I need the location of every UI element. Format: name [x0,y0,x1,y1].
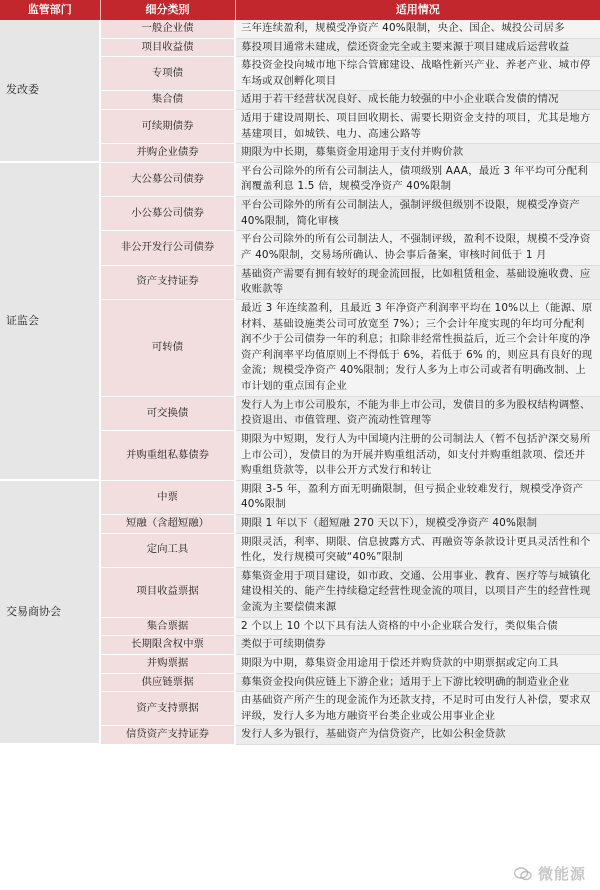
condition-cell: 期限 1 年以下（超短融 270 天以下），规模受净资产 40%限制 [235,515,600,534]
condition-cell: 期限为中短期，发行人为中国境内注册的公司制法人（暂不包括沪深交易所上市公司），发债目的为开展并购重组活动，如支付并购重组款项、偿还并购重组贷款等，以非公开方式发行和转让 [235,430,600,480]
table-row [0,480,600,514]
category-cell: 非公开发行公司债券 [100,231,235,265]
condition-cell: 平台公司除外的所有公司制法人，不强制评级，盈利不设限，规模不受净资产 40%限制，交易场所确认、协会事后备案，审核时间低于 1 月 [235,231,600,265]
category-cell: 资产支持票据 [100,692,235,726]
condition-cell: 募集资金用于项目建设，如市政、交通、公用事业、教育、医疗等与城镇化建设相关的、能产生持续稳定经营性现金流的项目，以项目产生的经营性现金流为主要偿债来源 [235,567,600,617]
dept-cell: 发改委 [0,20,100,162]
condition-cell: 期限灵活，利率、期限、信息披露方式、再融资等条款设计更具灵活性和个性化，发行规模可突破“40%”限制 [235,533,600,567]
condition-cell: 基础资产需要有拥有较好的现金流回报，比如租赁租金、基础设施收费、应收账款等 [235,265,600,299]
table-row [0,20,600,38]
condition-cell: 募投项目通常未建成，偿还资金完全或主要来源于项目建成后运营收益 [235,38,600,57]
category-cell: 资产支持证券 [100,265,235,299]
category-cell: 并购重组私募债券 [100,430,235,480]
condition-cell: 平台公司除外的所有公司制法人，债项级别 AAA，最近 3 年平均可分配利润覆盖利息 1.5 倍，规模受净资产 40%限制 [235,162,600,196]
category-cell: 信贷资产支持证券 [100,726,235,745]
category-cell: 可转债 [100,299,235,396]
condition-cell: 由基础资产所产生的现金流作为还款支持，不足时可由发行人补偿，要求双评级，发行人多为地方融资平台类企业或公用事业企业 [235,692,600,726]
watermark-text: 微能源 [537,865,586,883]
category-cell: 长期限含权中票 [100,636,235,655]
condition-cell: 募集资金投向供应链上下游企业；适用于上下游比较明确的制造业企业 [235,673,600,692]
condition-cell: 期限为中长期，募集资金用途用于支付并购价款 [235,144,600,163]
category-cell: 可续期债券 [100,110,235,144]
condition-cell: 平台公司除外的所有公司制法人，强制评级但级别不设限，规模受净资产 40%限制，简化审核 [235,197,600,231]
condition-cell: 发行人为上市公司股东，不能为非上市公司，发债目的多为股权结构调整、投资退出、市值管理、资产流动性管理等 [235,396,600,430]
condition-cell: 募投资金投向城市地下综合管廊建设、战略性新兴产业、养老产业、城市停车场或双创孵化项目 [235,57,600,91]
category-cell: 集合票据 [100,617,235,636]
condition-cell: 期限 3-5 年，盈利方面无明确限制，但亏损企业较难发行，规模受净资产 40%限制 [235,480,600,514]
category-cell: 小公募公司债券 [100,197,235,231]
condition-cell: 三年连续盈利，规模受净资产 40%限制，央企、国企、城投公司居多 [235,20,600,38]
wechat-icon [514,867,532,881]
category-cell: 短融（含超短融） [100,515,235,534]
category-cell: 可交换债 [100,396,235,430]
condition-cell: 期限为中期，募集资金用途用于偿还并购贷款的中期票据或定向工具 [235,654,600,673]
header-dept: 监管部门 [0,0,100,20]
dept-cell: 证监会 [0,162,100,480]
header-condition: 适用情况 [235,0,600,20]
dept-cell: 交易商协会 [0,480,100,744]
category-cell: 并购企业债券 [100,144,235,163]
condition-cell: 最近 3 年连续盈利，且最近 3 年净资产利润率平均在 10%以上（能源、原材料、基础设施类公司可放宽至 7%）；三个会计年度实现的年均可分配利润不少于公司债券一年的利息；扣除非经常性损益后，近三个会计年度的净资产利润率平均值原则上不得低于 6%，若低于 6% 的，则应具有良好的现金流；规模受净资产 40%限制；发行人多为上市公司或者有明确改制、上市计划的重点国有企业 [235,299,600,396]
category-cell: 专项债 [100,57,235,91]
category-cell: 中票 [100,480,235,514]
category-cell: 项目收益票据 [100,567,235,617]
category-cell: 项目收益债 [100,38,235,57]
table-header-row [0,0,600,20]
category-cell: 定向工具 [100,533,235,567]
category-cell: 一般企业债 [100,20,235,38]
condition-cell: 2 个以上 10 个以下具有法人资格的中小企业联合发行，类似集合债 [235,617,600,636]
category-cell: 集合债 [100,91,235,110]
watermark [514,863,586,884]
category-cell: 供应链票据 [100,673,235,692]
table-body [0,20,600,744]
condition-cell: 适用于若干经营状况良好、成长能力较强的中小企业联合发债的情况 [235,91,600,110]
table-row [0,162,600,196]
condition-cell: 发行人多为银行，基础资产为信贷资产，比如公积金贷款 [235,726,600,745]
condition-cell: 类似于可续期债券 [235,636,600,655]
header-category: 细分类别 [100,0,235,20]
category-cell: 大公募公司债券 [100,162,235,196]
category-cell: 并购票据 [100,654,235,673]
condition-cell: 适用于建设周期长、项目回收期长、需要长期资金支持的项目，尤其是地方基建项目，如城铁、电力、高速公路等 [235,110,600,144]
